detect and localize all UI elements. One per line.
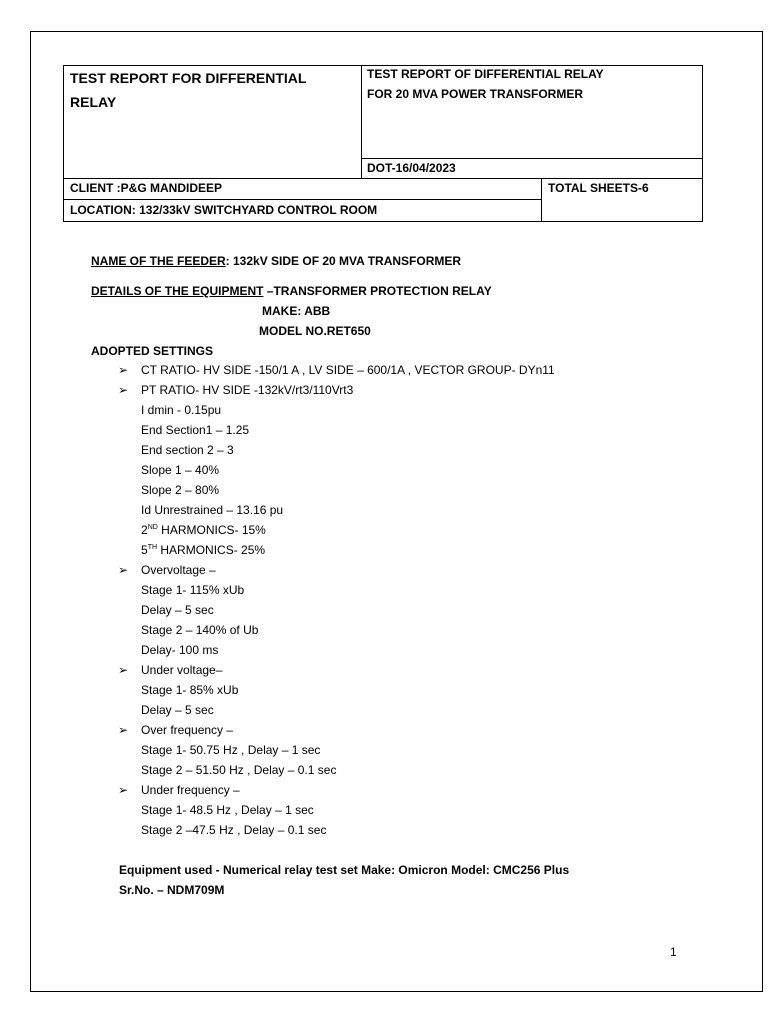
total-sheets: TOTAL SHEETS-6 — [548, 181, 649, 195]
id-unrestrained: Id Unrestrained – 13.16 pu — [141, 503, 284, 517]
header-divider-date — [361, 158, 703, 159]
header-divider-sheets — [541, 178, 542, 222]
underfrequency-stage1: Stage 1- 48.5 Hz , Delay – 1 sec — [141, 803, 314, 817]
idmin: I dmin - 0.15pu — [141, 403, 222, 417]
overvoltage-delay2: Delay- 100 ms — [141, 643, 219, 657]
bullet-arrow-icon: ➢ — [118, 783, 129, 797]
client: CLIENT :P&G MANDIDEEP — [70, 181, 223, 195]
report-title-line1: TEST REPORT FOR DIFFERENTIAL — [70, 70, 307, 86]
feeder-value: : 132kV SIDE OF 20 MVA TRANSFORMER — [225, 254, 462, 268]
report-subtitle-line1: TEST REPORT OF DIFFERENTIAL RELAY — [367, 67, 604, 81]
undervoltage-delay1: Delay – 5 sec — [141, 703, 214, 717]
header-divider-client — [63, 178, 703, 179]
harmonics-5th-value: HARMONICS- 25% — [157, 543, 266, 557]
undervoltage-stage1: Stage 1- 85% xUb — [141, 683, 239, 697]
overvoltage-stage1: Stage 1- 115% xUb — [141, 583, 245, 597]
equipment-label: DETAILS OF THE EQUIPMENT — [91, 284, 264, 298]
harmonics-2nd-sup: ND — [147, 524, 158, 531]
equipment-used: Equipment used - Numerical relay test set Make: Omicron Model: CMC256 Plus — [119, 863, 570, 877]
page-number: 1 — [670, 945, 677, 959]
underfrequency-stage2: Stage 2 –47.5 Hz , Delay – 0.1 sec — [141, 823, 327, 837]
harmonics-5th-sup: TH — [147, 544, 158, 551]
ct-ratio: CT RATIO- HV SIDE -150/1 A , LV SIDE – 600/1A , VECTOR GROUP- DYn11 — [141, 363, 555, 377]
underfrequency-heading: Under frequency – — [141, 783, 240, 797]
serial-number: Sr.No. – NDM709M — [119, 883, 225, 897]
header-divider-vertical — [361, 65, 362, 178]
equipment-model: MODEL NO.RET650 — [259, 324, 371, 338]
header-divider-location — [63, 199, 541, 200]
bullet-arrow-icon: ➢ — [118, 363, 129, 377]
feeder-label: NAME OF THE FEEDER — [91, 254, 226, 268]
overvoltage-heading: Overvoltage – — [141, 563, 216, 577]
test-date: DOT-16/04/2023 — [367, 161, 456, 175]
harmonics-2nd — [141, 523, 266, 537]
harmonics-5th-num: 5 — [141, 543, 148, 557]
pt-ratio: PT RATIO- HV SIDE -132kV/rt3/110Vrt3 — [141, 383, 354, 397]
harmonics-5th — [141, 543, 265, 557]
end-section-2: End section 2 – 3 — [141, 443, 234, 457]
report-title-line2: RELAY — [70, 94, 117, 110]
report-subtitle-line2: FOR 20 MVA POWER TRANSFORMER — [367, 87, 584, 101]
bullet-arrow-icon: ➢ — [118, 723, 129, 737]
equipment-make: MAKE: ABB — [262, 304, 331, 318]
bullet-arrow-icon: ➢ — [118, 563, 129, 577]
overfrequency-stage1: Stage 1- 50.75 Hz , Delay – 1 sec — [141, 743, 321, 757]
harmonics-2nd-value: HARMONICS- 15% — [157, 523, 266, 537]
adopted-settings-heading: ADOPTED SETTINGS — [91, 344, 214, 358]
equipment-line — [91, 284, 492, 298]
harmonics-2nd-num: 2 — [141, 523, 148, 537]
end-section-1: End Section1 – 1.25 — [141, 423, 250, 437]
overvoltage-stage2: Stage 2 – 140% of Ub — [141, 623, 259, 637]
overfrequency-stage2: Stage 2 – 51.50 Hz , Delay – 0.1 sec — [141, 763, 337, 777]
bullet-arrow-icon: ➢ — [118, 663, 129, 677]
overvoltage-delay1: Delay – 5 sec — [141, 603, 214, 617]
slope-1: Slope 1 – 40% — [141, 463, 220, 477]
slope-2: Slope 2 – 80% — [141, 483, 220, 497]
equipment-value: –TRANSFORMER PROTECTION RELAY — [263, 284, 492, 298]
feeder-line — [91, 254, 461, 268]
location: LOCATION: 132/33kV SWITCHYARD CONTROL ROOM — [70, 203, 378, 217]
bullet-arrow-icon: ➢ — [118, 383, 129, 397]
overfrequency-heading: Over frequency – — [141, 723, 234, 737]
undervoltage-heading: Under voltage– — [141, 663, 223, 677]
